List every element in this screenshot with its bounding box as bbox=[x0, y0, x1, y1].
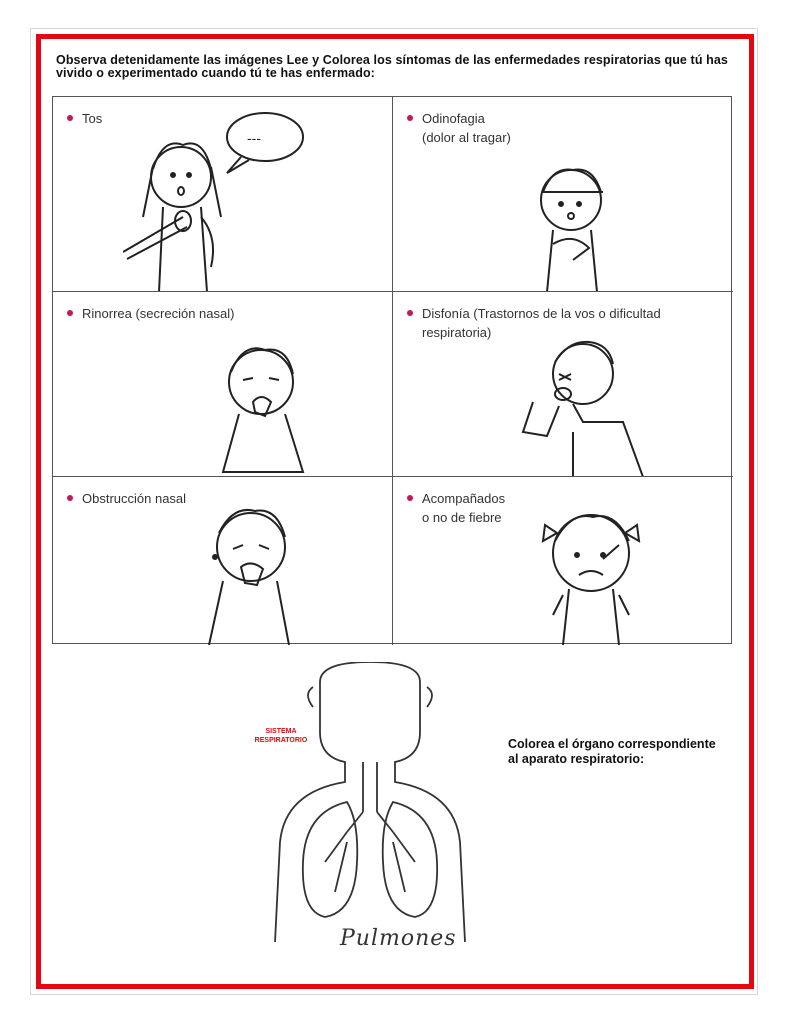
sistema-respiratorio-label: SISTEMA RESPIRATORIO bbox=[254, 728, 308, 744]
bullet-icon bbox=[67, 495, 73, 501]
girl-fever-icon bbox=[523, 495, 663, 645]
bullet-icon bbox=[67, 310, 73, 316]
symptoms-grid bbox=[52, 96, 732, 644]
bullet-icon bbox=[67, 115, 73, 121]
speech-bubble-text: --- bbox=[247, 130, 261, 146]
instructions-text: Observa detenidamente las imágenes Lee y Colorea los síntomas de las enfermedades respiratorias que tú has vivido o experimentado cuando tú te has enfermado: bbox=[56, 53, 728, 80]
child-sore-throat-icon bbox=[513, 152, 633, 292]
colorea-instruction: Colorea el órgano correspondiente al aparato respiratorio: bbox=[508, 737, 716, 766]
symptom-label: Obstrucción nasal bbox=[82, 491, 187, 506]
respiratory-system-diagram bbox=[255, 662, 485, 957]
bullet-icon bbox=[407, 495, 413, 501]
symptom-label: Rinorrea (secreción nasal) bbox=[82, 306, 235, 321]
symptom-label: Odinofagia (dolor al tragar) bbox=[422, 111, 511, 145]
symptom-cell-disfonia bbox=[393, 292, 733, 477]
symptom-cell-tos bbox=[53, 97, 393, 292]
child-runny-nose-icon bbox=[203, 332, 333, 477]
pulmones-label: Pulmones bbox=[340, 926, 457, 951]
symptom-cell-odinofagia bbox=[393, 97, 733, 292]
symptom-label: Acompañados o no de fiebre bbox=[422, 491, 506, 525]
boy-coughing-icon bbox=[513, 332, 673, 477]
symptom-cell-rinorrea bbox=[53, 292, 393, 477]
symptom-cell-fiebre bbox=[393, 477, 733, 645]
bullet-icon bbox=[407, 115, 413, 121]
child-blocked-nose-icon bbox=[173, 497, 323, 645]
bullet-icon bbox=[407, 310, 413, 316]
coughing-girl-microphone-icon bbox=[123, 107, 393, 292]
symptom-label: Disfonía (Trastornos de la vos o dificultad respiratoria) bbox=[422, 306, 661, 340]
symptom-cell-obstruccion bbox=[53, 477, 393, 645]
symptom-label: Tos bbox=[82, 111, 103, 126]
